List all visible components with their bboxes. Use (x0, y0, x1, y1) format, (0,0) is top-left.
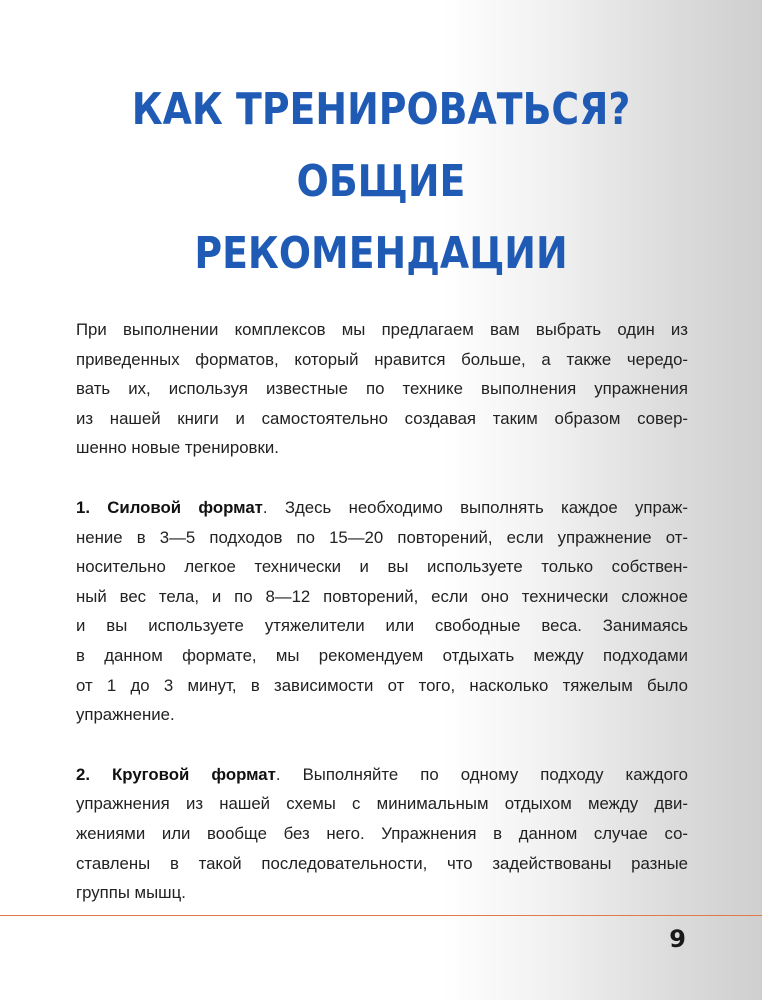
page-title-line-3: РЕКОМЕНДАЦИИ (194, 228, 568, 279)
circuit-format-first-line: . Выполняйте по одному подходу каждого (275, 764, 688, 784)
page-title (53, 74, 708, 290)
page-title-line-1: КАК ТРЕНИРОВАТЬСЯ? (131, 84, 631, 135)
strength-format-heading: 1. Силовой формат (76, 497, 263, 517)
strength-format-first-line: . Здесь необходимо выполнять каждое упраж- (262, 497, 688, 517)
text-line: группы мышц. (76, 883, 186, 903)
text-line: ный вес тела, и по 8—12 повторений, если оно технически сложное (76, 586, 688, 606)
text-line: жениями или вообще без него. Упражнения в данном случае со- (76, 823, 688, 843)
text-line: шенно новые тренировки. (76, 438, 279, 458)
text-line (76, 493, 688, 523)
text-line: вать их, используя известные по технике выполнения упражнения (76, 379, 688, 399)
circuit-format-heading: 2. Круговой формат (76, 764, 276, 784)
text-line: нение в 3—5 подходов по 15—20 повторений, если упражнение от- (76, 527, 688, 547)
text-line: упражнение. (76, 705, 175, 725)
text-line: приведенных форматов, который нравится больше, а также чередо- (76, 349, 688, 369)
footer-divider (0, 915, 762, 916)
body-text (76, 315, 688, 938)
intro-paragraph (76, 315, 688, 463)
text-line: и вы используете утяжелители или свободные веса. Занимаясь (76, 616, 688, 636)
page-number: 9 (669, 925, 686, 953)
text-line: из нашей книги и самостоятельно создавая таким образом совер- (76, 408, 688, 428)
strength-format-paragraph (76, 493, 688, 730)
text-line: в данном формате, мы рекомендуем отдыхать между подходами (76, 645, 688, 665)
text-line: носительно легкое технически и вы используете только собствен- (76, 557, 688, 577)
text-line: упражнения из нашей схемы с минимальным отдыхом между дви- (76, 794, 688, 814)
text-line: от 1 до 3 минут, в зависимости от того, насколько тяжелым было (76, 675, 688, 695)
circuit-format-paragraph (76, 760, 688, 908)
text-line: ставлены в такой последовательности, что задействованы разные (76, 853, 688, 873)
text-line: При выполнении комплексов мы предлагаем вам выбрать один из (76, 320, 688, 339)
page-title-line-2: ОБЩИЕ (296, 156, 466, 207)
text-line (76, 760, 688, 790)
